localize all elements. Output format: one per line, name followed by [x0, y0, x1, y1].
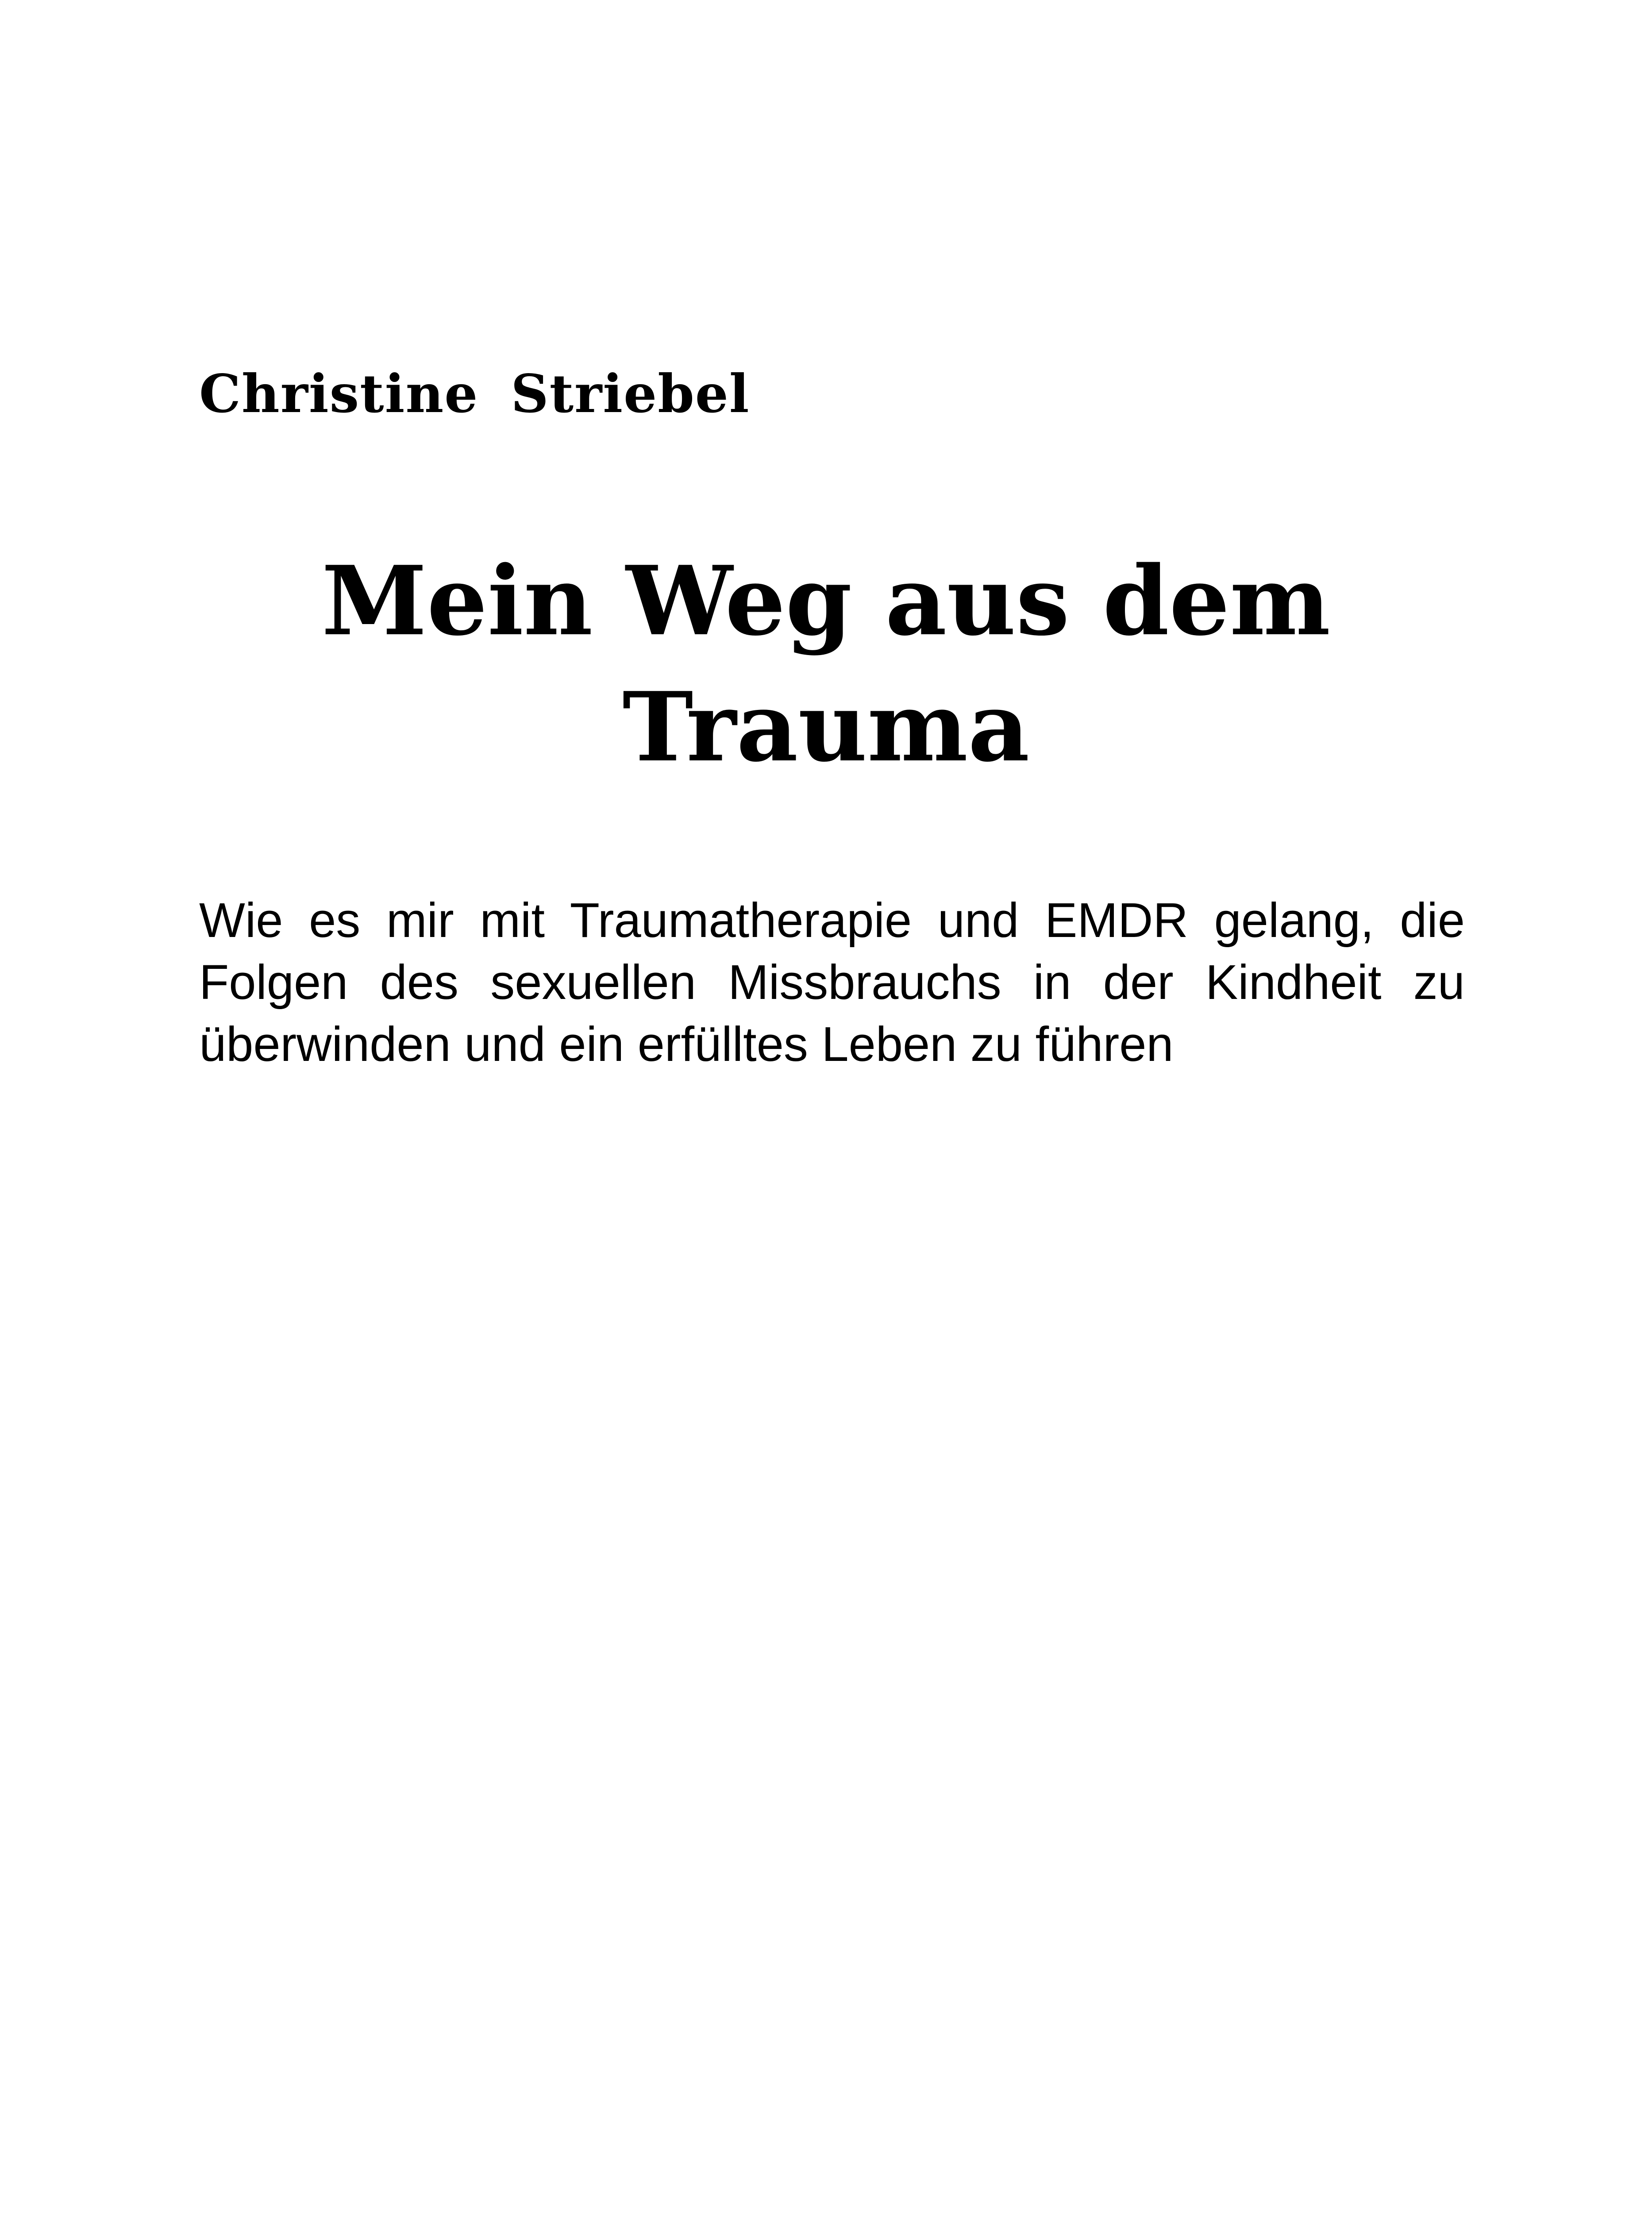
author-name: Christine Striebel [199, 363, 750, 424]
book-title-line: Trauma [622, 671, 1030, 783]
book-title-line: Mein Weg aus dem [321, 545, 1331, 657]
book-subtitle-line: überwinden und ein erfülltes Leben zu führen [199, 1017, 1174, 1072]
book-subtitle-line: Folgen des sexuellen Missbrauchs in der Kindheit zu [199, 955, 1465, 1010]
book-subtitle-line: Wie es mir mit Traumatherapie und EMDR gelang, die [199, 893, 1465, 948]
book-title [0, 538, 1652, 790]
book-subtitle [199, 890, 1465, 1076]
